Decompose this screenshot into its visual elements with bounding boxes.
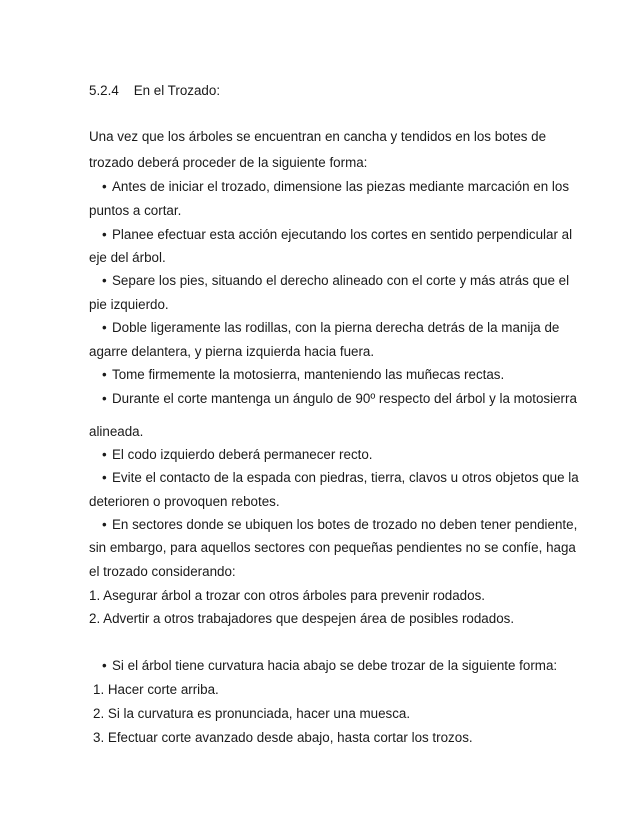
bullet-continuation: sin embargo, para aquellos sectores con pequeñas pendientes no se confíe, haga [89,540,576,555]
intro-line: Una vez que los árboles se encuentran en cancha y tendidos en los botes de [89,129,547,144]
bullet-glyph: • [102,658,107,673]
bullet-glyph: • [102,179,107,194]
bullet-text: Doble ligeramente las rodillas, con la pierna derecha detrás de la manija de [112,320,560,335]
bullet-text: Planee efectuar esta acción ejecutando los cortes en sentido perpendicular al [112,227,573,242]
bullet-item [102,517,577,533]
bullet-text: Durante el corte mantenga un ángulo de 90º respecto del árbol y la motosierra [112,391,577,406]
intro-line: trozado deberá proceder de la siguiente forma: [89,155,368,170]
bullet-item [102,470,579,486]
bullet-continuation: puntos a cortar. [89,203,182,218]
section-title: En el Trozado: [133,83,221,98]
bullet-continuation: eje del árbol. [89,250,166,265]
numbered-item: 2. Si la curvatura es pronunciada, hacer una muesca. [93,706,411,721]
bullet-text: Si el árbol tiene curvatura hacia abajo se debe trozar de la siguiente forma: [112,658,558,673]
numbered-item: 3. Efectuar corte avanzado desde abajo, hasta cortar los trozos. [93,730,473,745]
bullet-item [102,227,572,243]
numbered-item: 2. Advertir a otros trabajadores que despejen área de posibles rodados. [89,611,515,626]
bullet-glyph: • [102,367,107,382]
bullet-continuation: agarre delantera, y pierna izquierda hacia fuera. [89,344,375,359]
bullet-continuation: pie izquierdo. [89,297,169,312]
bullet-text: En sectores donde se ubiquen los botes de trozado no deben tener pendiente, [112,517,578,532]
numbered-item: 1. Asegurar árbol a trozar con otros árboles para prevenir rodados. [89,588,485,603]
bullet-text: Evite el contacto de la espada con piedras, tierra, clavos u otros objetos que la [112,470,579,485]
bullet-item [102,273,569,289]
bullet-continuation: deterioren o provoquen rebotes. [89,494,280,509]
bullet-item [102,320,559,336]
bullet-text: Antes de iniciar el trozado, dimensione las piezas mediante marcación en los [112,179,570,194]
section-number: 5.2.4 [89,83,119,98]
bullet-glyph: • [102,470,107,485]
numbered-item: 1. Hacer corte arriba. [93,682,219,697]
bullet-item [102,367,504,383]
bullet-text: Separe los pies, situando el derecho alineado con el corte y más atrás que el [112,273,570,288]
bullet-item [102,447,373,463]
bullet-glyph: • [102,517,107,532]
bullet-glyph: • [102,447,107,462]
bullet-item [102,658,557,674]
bullet-text: El codo izquierdo deberá permanecer recto. [112,447,373,462]
bullet-continuation: alineada. [89,424,144,439]
bullet-text: Tome firmemente la motosierra, manteniendo las muñecas rectas. [112,367,505,382]
bullet-item [102,391,577,407]
bullet-continuation: el trozado considerando: [89,564,236,579]
bullet-glyph: • [102,391,107,406]
bullet-item [102,179,569,195]
bullet-glyph: • [102,227,107,242]
section-heading [89,83,220,99]
bullet-glyph: • [102,273,107,288]
bullet-glyph: • [102,320,107,335]
